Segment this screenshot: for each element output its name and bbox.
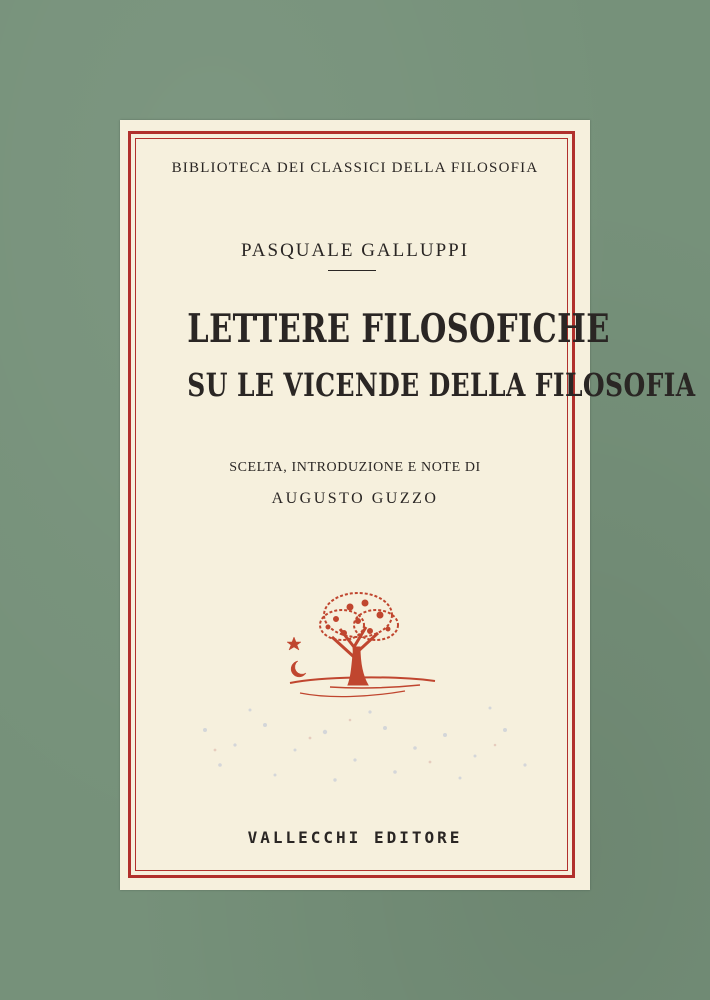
series-title: BIBLIOTECA DEI CLASSICI DELLA FILOSOFIA: [171, 160, 539, 176]
edited-by-line: SCELTA, INTRODUZIONE E NOTE DI: [229, 460, 481, 475]
ground-texture: [175, 690, 545, 800]
book-title-line-1: LETTERE FILOSOFICHE: [187, 306, 610, 352]
editor-name: AUGUSTO GUZZO: [271, 490, 439, 507]
divider-rule: [328, 270, 376, 271]
author-name: PASQUALE GALLUPPI: [240, 240, 470, 261]
publisher-name: VALLECCHI EDITORE: [247, 828, 463, 847]
tree-with-moon-and-star-icon: [270, 585, 450, 705]
book-title-line-2: SU LE VICENDE DELLA FILOSOFIA: [187, 366, 696, 404]
